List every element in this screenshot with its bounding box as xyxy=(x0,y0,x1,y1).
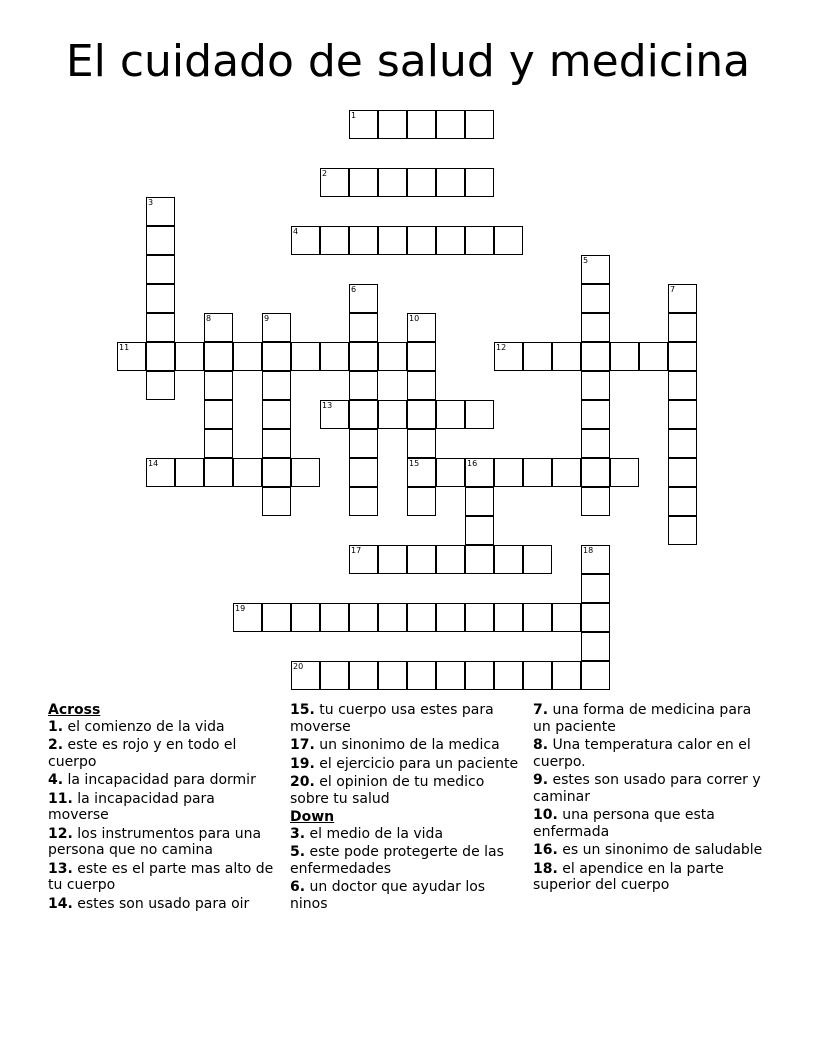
grid-cell[interactable] xyxy=(407,400,436,429)
grid-cell[interactable] xyxy=(552,342,581,371)
clues-column-2 xyxy=(290,702,520,914)
grid-cell[interactable] xyxy=(349,226,378,255)
grid-cell[interactable] xyxy=(407,226,436,255)
grid-cell[interactable] xyxy=(465,400,494,429)
grid-cell[interactable] xyxy=(465,487,494,516)
grid-cell[interactable] xyxy=(494,342,523,371)
grid-cell[interactable] xyxy=(320,400,349,429)
grid-cell[interactable] xyxy=(378,226,407,255)
grid-cell[interactable] xyxy=(146,197,175,226)
down-heading: Down xyxy=(290,809,335,825)
clue-number: 19 xyxy=(235,604,246,613)
grid-cell[interactable] xyxy=(349,487,378,516)
grid-cell[interactable] xyxy=(349,371,378,400)
clue-down-7: 7. una forma de medicina para un paciente xyxy=(533,702,752,735)
clue-across-11: 11. la incapacidad para moverse xyxy=(48,790,215,823)
grid-cell[interactable] xyxy=(552,458,581,487)
clue-number: 16 xyxy=(467,459,478,468)
grid-cell[interactable] xyxy=(436,545,465,574)
grid-cell[interactable] xyxy=(146,284,175,313)
grid-cell[interactable] xyxy=(523,545,552,574)
grid-cell[interactable] xyxy=(378,168,407,197)
grid-cell[interactable] xyxy=(465,458,494,487)
grid-cell[interactable] xyxy=(349,313,378,342)
grid-cell[interactable] xyxy=(262,429,291,458)
grid-cell[interactable] xyxy=(204,371,233,400)
grid-cell[interactable] xyxy=(378,661,407,690)
grid-cell[interactable] xyxy=(581,371,610,400)
clue-number: 2 xyxy=(322,169,328,178)
grid-cell[interactable] xyxy=(407,168,436,197)
grid-cell[interactable] xyxy=(581,487,610,516)
grid-cell[interactable] xyxy=(494,458,523,487)
clue-down-6: 6. un doctor que ayudar los ninos xyxy=(290,879,486,912)
grid-cell[interactable] xyxy=(407,371,436,400)
grid-cell[interactable] xyxy=(349,603,378,632)
grid-cell[interactable] xyxy=(146,313,175,342)
grid-cell[interactable] xyxy=(262,458,291,487)
grid-cell[interactable] xyxy=(465,545,494,574)
grid-cell[interactable] xyxy=(378,545,407,574)
grid-cell[interactable] xyxy=(436,661,465,690)
grid-cell[interactable] xyxy=(407,487,436,516)
clue-down-5: 5. este pode protegerte de las enfermedades xyxy=(290,844,504,877)
grid-cell[interactable] xyxy=(407,342,436,371)
clue-number: 11 xyxy=(119,343,130,352)
grid-cell[interactable] xyxy=(233,342,262,371)
grid-cell[interactable] xyxy=(262,400,291,429)
grid-cell[interactable] xyxy=(291,458,320,487)
grid-cell[interactable] xyxy=(581,255,610,284)
grid-cell[interactable] xyxy=(349,342,378,371)
grid-cell[interactable] xyxy=(436,110,465,139)
grid-cell[interactable] xyxy=(668,429,697,458)
grid-cell[interactable] xyxy=(349,429,378,458)
grid-cell[interactable] xyxy=(581,429,610,458)
grid-cell[interactable] xyxy=(581,342,610,371)
grid-cell[interactable] xyxy=(407,110,436,139)
grid-cell[interactable] xyxy=(436,458,465,487)
clue-across-15: 15. tu cuerpo usa estes para moverse xyxy=(290,702,494,735)
clue-number: 13 xyxy=(322,401,333,410)
grid-cell[interactable] xyxy=(465,226,494,255)
grid-cell[interactable] xyxy=(204,429,233,458)
clue-number: 9 xyxy=(264,314,270,323)
clues-column-1 xyxy=(48,702,278,914)
clue-number: 5 xyxy=(583,256,589,265)
grid-cell[interactable] xyxy=(581,632,610,661)
grid-cell[interactable] xyxy=(320,168,349,197)
grid-cell[interactable] xyxy=(407,603,436,632)
grid-cell[interactable] xyxy=(117,342,146,371)
clue-number: 3 xyxy=(148,198,154,207)
clue-down-3: 3. el medio de la vida xyxy=(290,825,444,842)
grid-cell[interactable] xyxy=(349,458,378,487)
grid-cell[interactable] xyxy=(146,342,175,371)
grid-cell[interactable] xyxy=(407,429,436,458)
grid-cell[interactable] xyxy=(378,342,407,371)
clue-number: 17 xyxy=(351,546,362,555)
grid-cell[interactable] xyxy=(320,661,349,690)
grid-cell[interactable] xyxy=(407,661,436,690)
grid-cell[interactable] xyxy=(581,458,610,487)
grid-cell[interactable] xyxy=(262,603,291,632)
grid-cell[interactable] xyxy=(233,458,262,487)
clues-column-3 xyxy=(533,702,763,896)
grid-cell[interactable] xyxy=(320,603,349,632)
grid-cell[interactable] xyxy=(175,458,204,487)
grid-cell[interactable] xyxy=(349,661,378,690)
grid-cell[interactable] xyxy=(581,661,610,690)
grid-cell[interactable] xyxy=(668,458,697,487)
grid-cell[interactable] xyxy=(494,661,523,690)
grid-cell[interactable] xyxy=(320,226,349,255)
clue-across-17: 17. un sinonimo de la medica xyxy=(290,737,500,753)
grid-cell[interactable] xyxy=(465,661,494,690)
clue-down-16: 16. es un sinonimo de saludable xyxy=(533,842,763,858)
clue-across-13: 13. este es el parte mas alto de tu cuerpo xyxy=(48,860,274,893)
grid-cell[interactable] xyxy=(668,516,697,545)
grid-cell[interactable] xyxy=(291,342,320,371)
grid-cell[interactable] xyxy=(349,400,378,429)
grid-cell[interactable] xyxy=(291,226,320,255)
clue-down-10: 10. una persona que esta enfermada xyxy=(533,807,715,840)
grid-cell[interactable] xyxy=(494,603,523,632)
clue-number: 8 xyxy=(206,314,212,323)
clue-number: 18 xyxy=(583,546,594,555)
grid-cell[interactable] xyxy=(668,284,697,313)
grid-cell[interactable] xyxy=(581,603,610,632)
clue-across-1: 1. el comienzo de la vida xyxy=(48,718,225,735)
clue-across-4: 4. la incapacidad para dormir xyxy=(48,772,256,788)
grid-cell[interactable] xyxy=(465,603,494,632)
grid-cell[interactable] xyxy=(378,603,407,632)
grid-cell[interactable] xyxy=(262,313,291,342)
grid-cell[interactable] xyxy=(581,400,610,429)
across-heading: Across xyxy=(48,702,101,718)
grid-cell[interactable] xyxy=(291,603,320,632)
grid-cell[interactable] xyxy=(233,603,262,632)
clue-number: 20 xyxy=(293,662,304,671)
grid-cell[interactable] xyxy=(204,400,233,429)
grid-cell[interactable] xyxy=(262,371,291,400)
grid-cell[interactable] xyxy=(407,313,436,342)
grid-cell[interactable] xyxy=(610,458,639,487)
grid-cell[interactable] xyxy=(146,458,175,487)
grid-cell[interactable] xyxy=(146,371,175,400)
grid-cell[interactable] xyxy=(349,284,378,313)
grid-cell[interactable] xyxy=(349,545,378,574)
grid-cell[interactable] xyxy=(262,487,291,516)
grid-cell[interactable] xyxy=(436,226,465,255)
clue-down-9: 9. estes son usado para correr y caminar xyxy=(533,772,761,805)
grid-cell[interactable] xyxy=(349,110,378,139)
grid-cell[interactable] xyxy=(668,313,697,342)
grid-cell[interactable] xyxy=(436,603,465,632)
grid-cell[interactable] xyxy=(581,313,610,342)
clue-across-2: 2. este es rojo y en todo el cuerpo xyxy=(48,737,237,770)
clue-number: 6 xyxy=(351,285,357,294)
grid-cell[interactable] xyxy=(378,400,407,429)
grid-cell[interactable] xyxy=(581,574,610,603)
grid-cell[interactable] xyxy=(465,168,494,197)
grid-cell[interactable] xyxy=(175,342,204,371)
clue-number: 14 xyxy=(148,459,159,468)
grid-cell[interactable] xyxy=(204,458,233,487)
clue-number: 4 xyxy=(293,227,299,236)
grid-cell[interactable] xyxy=(436,168,465,197)
clue-number: 15 xyxy=(409,459,420,468)
grid-cell[interactable] xyxy=(639,342,668,371)
grid-cell[interactable] xyxy=(581,284,610,313)
grid-cell[interactable] xyxy=(320,342,349,371)
clue-down-18: 18. el apendice en la parte superior del cuerpo xyxy=(533,860,724,893)
clue-across-14: 14. estes son usado para oir xyxy=(48,895,250,912)
grid-cell[interactable] xyxy=(552,603,581,632)
clue-down-8: 8. Una temperatura calor en el cuerpo. xyxy=(533,737,751,770)
grid-cell[interactable] xyxy=(204,313,233,342)
grid-cell[interactable] xyxy=(407,458,436,487)
grid-cell[interactable] xyxy=(494,545,523,574)
grid-cell[interactable] xyxy=(610,342,639,371)
clue-number: 10 xyxy=(409,314,420,323)
page-title: El cuidado de salud y medicina xyxy=(65,36,751,87)
grid-cell[interactable] xyxy=(262,342,291,371)
grid-cell[interactable] xyxy=(552,661,581,690)
grid-cell[interactable] xyxy=(668,487,697,516)
grid-cell[interactable] xyxy=(465,516,494,545)
grid-cell[interactable] xyxy=(523,661,552,690)
grid-cell[interactable] xyxy=(668,342,697,371)
clue-across-12: 12. los instrumentos para una persona que no camina xyxy=(48,825,262,858)
grid-cell[interactable] xyxy=(378,110,407,139)
clue-across-20: 20. el opinion de tu medico sobre tu salud xyxy=(290,774,485,807)
grid-cell[interactable] xyxy=(291,661,320,690)
grid-cell[interactable] xyxy=(523,458,552,487)
grid-cell[interactable] xyxy=(668,371,697,400)
clue-number: 1 xyxy=(351,111,357,120)
grid-cell[interactable] xyxy=(204,342,233,371)
clue-across-19: 19. el ejercicio para un paciente xyxy=(290,755,519,772)
grid-cell[interactable] xyxy=(523,603,552,632)
grid-cell[interactable] xyxy=(349,168,378,197)
grid-cell[interactable] xyxy=(668,400,697,429)
grid-cell[interactable] xyxy=(436,400,465,429)
clue-number: 12 xyxy=(496,343,507,352)
clue-number: 7 xyxy=(670,285,676,294)
grid-cell[interactable] xyxy=(494,226,523,255)
grid-cell[interactable] xyxy=(581,545,610,574)
grid-cell[interactable] xyxy=(465,110,494,139)
grid-cell[interactable] xyxy=(146,255,175,284)
grid-cell[interactable] xyxy=(523,342,552,371)
grid-cell[interactable] xyxy=(407,545,436,574)
grid-cell[interactable] xyxy=(146,226,175,255)
